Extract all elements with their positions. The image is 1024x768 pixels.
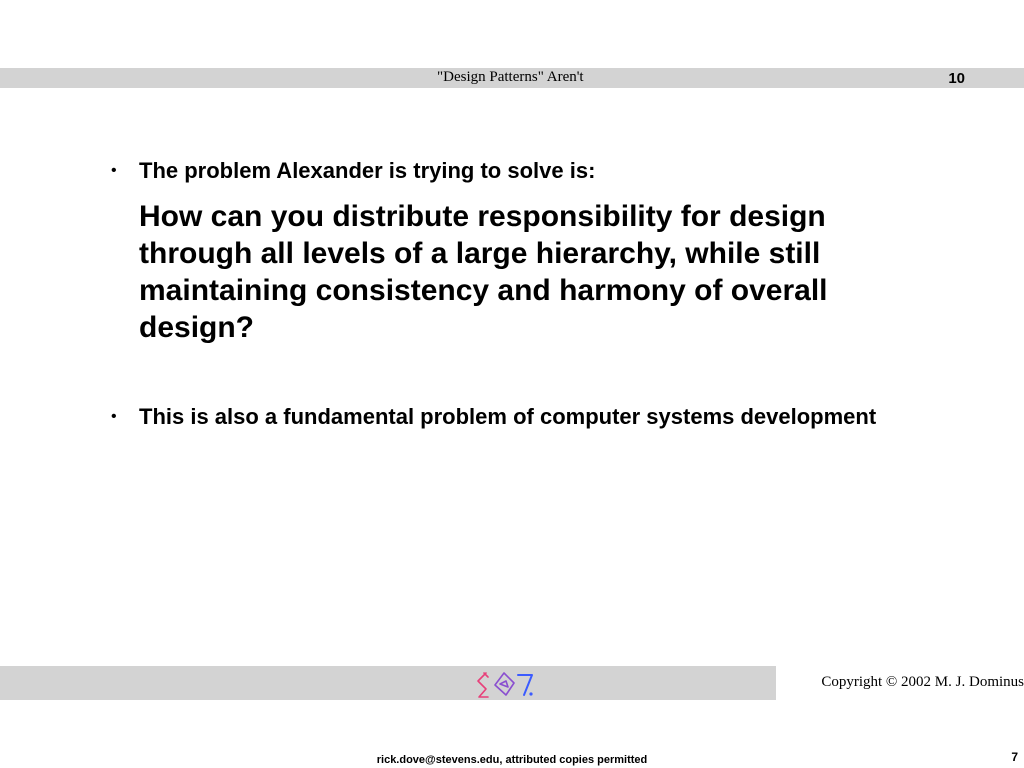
bullet-item [111,159,595,183]
slide-header-band [0,68,1024,88]
footer-text: rick.dove@stevens.edu, attributed copies permitted [376,754,648,766]
spc-logo-icon [474,669,538,699]
bullet-icon: • [111,162,117,179]
slide-number: 10 [948,70,965,87]
copyright-box [776,666,1024,700]
question-text: How can you distribute responsibility for design through all levels of a large hierarchy, while still maintaining consistency and harmony of overall design? [139,200,828,344]
bullet-text: The problem Alexander is trying to solve is: [139,158,596,183]
copyright-text: Copyright © 2002 M. J. Dominus [821,674,1024,690]
slide-title: "Design Patterns" Aren't [437,69,584,85]
page-number: 7 [1011,750,1018,764]
bullet-icon: • [111,408,117,425]
bullet-text: This is also a fundamental problem of computer systems development [139,404,877,429]
bullet-item [111,405,876,429]
